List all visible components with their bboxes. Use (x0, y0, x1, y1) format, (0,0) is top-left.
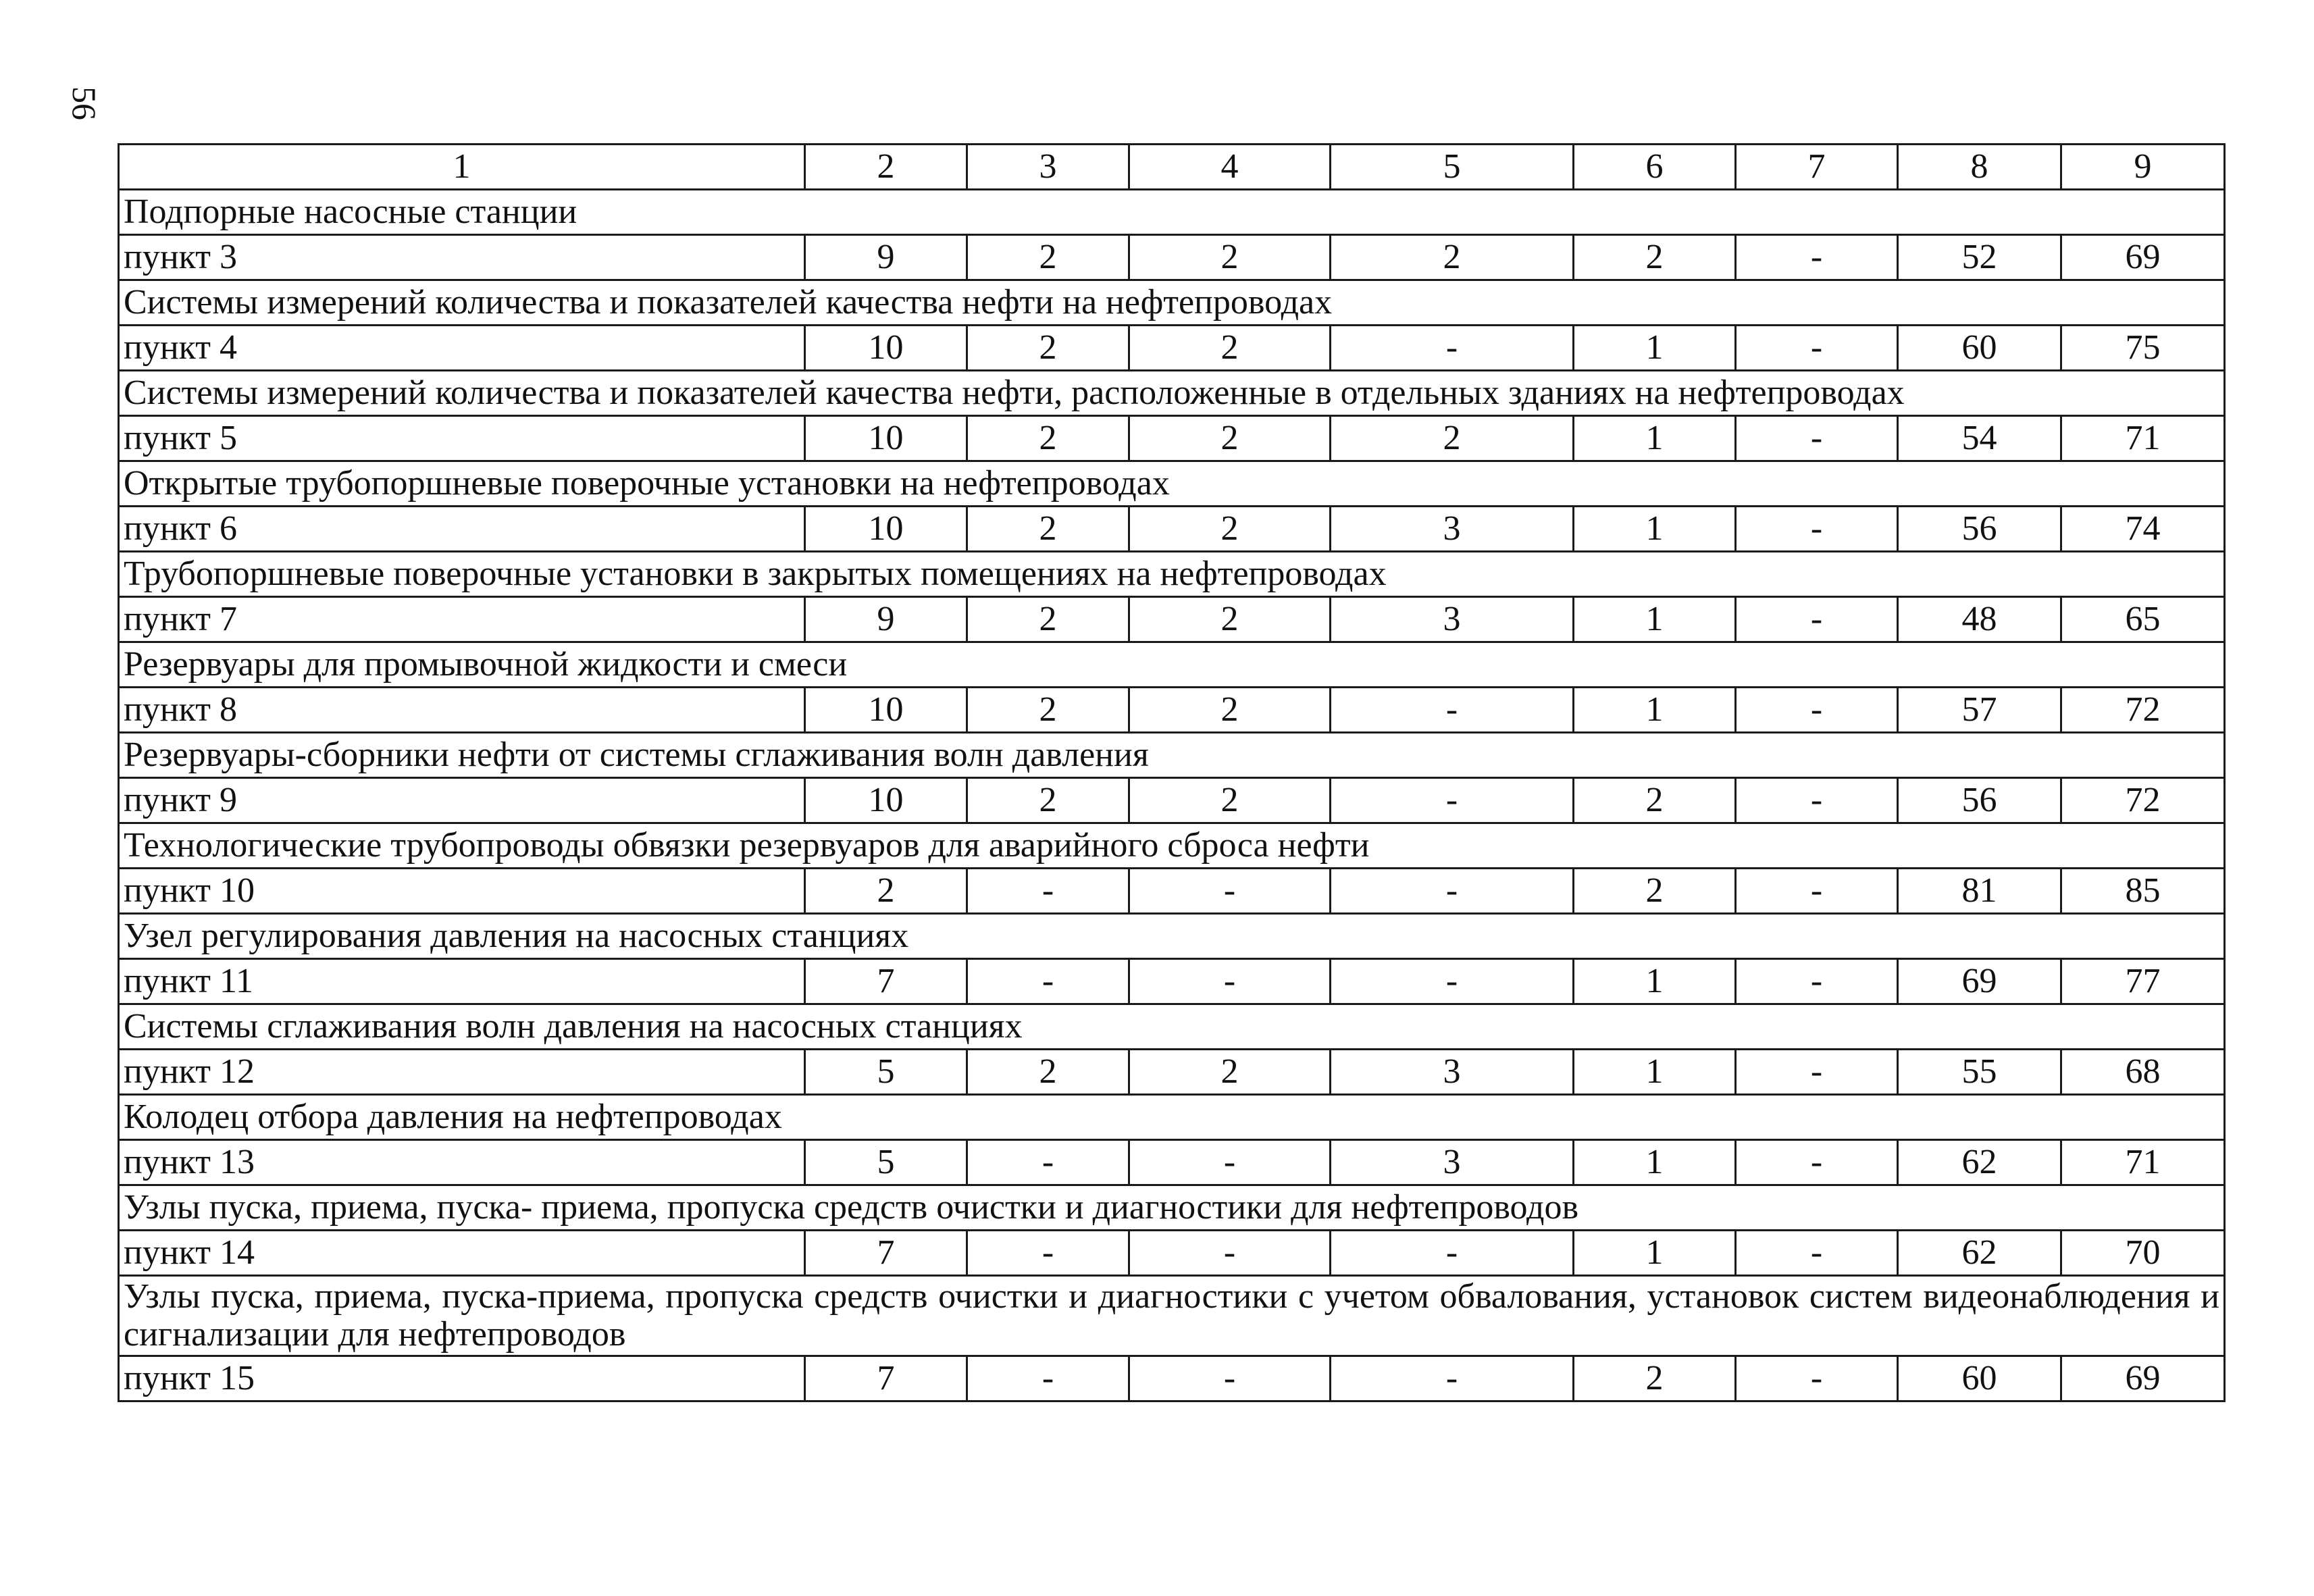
value-cell: 2 (967, 235, 1129, 280)
value-cell: 72 (2061, 778, 2225, 823)
value-cell: - (1736, 688, 1898, 733)
section-title-row (119, 823, 2225, 869)
value-cell: 52 (1898, 235, 2061, 280)
value-cell: 5 (805, 1050, 967, 1095)
section-title-row (119, 1004, 2225, 1050)
data-table (118, 143, 2226, 1402)
section-title-row (119, 280, 2225, 326)
value-cell: - (1331, 688, 1574, 733)
value-cell: 68 (2061, 1050, 2225, 1095)
value-cell: 2 (967, 1050, 1129, 1095)
value-cell: 71 (2061, 416, 2225, 461)
value-cell: - (1736, 507, 1898, 552)
value-cell: - (1129, 1356, 1331, 1401)
value-cell: 2 (805, 869, 967, 914)
section-title-row (119, 371, 2225, 416)
table-row (119, 507, 2225, 552)
value-cell: 3 (1331, 507, 1574, 552)
table-row (119, 778, 2225, 823)
value-cell: 65 (2061, 597, 2225, 642)
section-title-row (119, 733, 2225, 778)
row-label-cell: пункт 7 (119, 597, 805, 642)
value-cell: - (1736, 597, 1898, 642)
row-label-cell: пункт 15 (119, 1356, 805, 1401)
table-row (119, 1140, 2225, 1185)
value-cell: 7 (805, 1231, 967, 1276)
value-cell: - (1129, 1140, 1331, 1185)
section-title: Резервуары-сборники нефти от системы сглаживания волн давления (119, 733, 2225, 778)
value-cell: 1 (1574, 1140, 1736, 1185)
value-cell: 1 (1574, 1231, 1736, 1276)
value-cell: - (1736, 778, 1898, 823)
value-cell: 2 (1129, 778, 1331, 823)
value-cell: 9 (805, 597, 967, 642)
value-cell: 10 (805, 326, 967, 371)
value-cell: - (1736, 1140, 1898, 1185)
value-cell: 1 (1574, 416, 1736, 461)
section-title: Трубопоршневые поверочные установки в закрытых помещениях на нефтепроводах (119, 552, 2225, 597)
value-cell: 48 (1898, 597, 2061, 642)
section-title-row (119, 1185, 2225, 1231)
value-cell: 1 (1574, 688, 1736, 733)
table-row (119, 235, 2225, 280)
header-cell: 3 (967, 145, 1129, 190)
value-cell: 1 (1574, 959, 1736, 1004)
section-title: Колодец отбора давления на нефтепроводах (119, 1095, 2225, 1140)
value-cell: - (1736, 326, 1898, 371)
header-cell: 5 (1331, 145, 1574, 190)
value-cell: 10 (805, 778, 967, 823)
value-cell: 2 (1574, 235, 1736, 280)
table-row (119, 1231, 2225, 1276)
value-cell: - (967, 1140, 1129, 1185)
value-cell: 2 (1129, 235, 1331, 280)
value-cell: 10 (805, 416, 967, 461)
row-label-cell: пункт 3 (119, 235, 805, 280)
value-cell: 56 (1898, 507, 2061, 552)
header-cell: 4 (1129, 145, 1331, 190)
value-cell: - (1736, 1231, 1898, 1276)
value-cell: - (967, 959, 1129, 1004)
value-cell: 2 (967, 326, 1129, 371)
value-cell: 9 (805, 235, 967, 280)
value-cell: - (1331, 869, 1574, 914)
value-cell: - (1129, 869, 1331, 914)
value-cell: 7 (805, 959, 967, 1004)
row-label-cell: пункт 10 (119, 869, 805, 914)
value-cell: - (1129, 1231, 1331, 1276)
value-cell: - (1736, 1356, 1898, 1401)
section-title: Узлы пуска, приема, пуска- приема, пропуска средств очистки и диагностики для нефтепроводов (119, 1185, 2225, 1231)
section-title: Узел регулирования давления на насосных станциях (119, 914, 2225, 959)
section-title-row (119, 1276, 2225, 1356)
value-cell: 2 (1331, 416, 1574, 461)
value-cell: 2 (1331, 235, 1574, 280)
section-title: Узлы пуска, приема, пуска-приема, пропуска средств очистки и диагностики с учетом обвалования, установок систем видеонаблюдения и сигнализации для нефтепроводов (119, 1276, 2225, 1356)
section-title-row (119, 190, 2225, 235)
value-cell: 77 (2061, 959, 2225, 1004)
value-cell: - (1736, 959, 1898, 1004)
value-cell: 1 (1574, 326, 1736, 371)
value-cell: 71 (2061, 1140, 2225, 1185)
value-cell: - (1736, 869, 1898, 914)
value-cell: - (1736, 235, 1898, 280)
value-cell: 60 (1898, 1356, 2061, 1401)
row-label-cell: пункт 8 (119, 688, 805, 733)
value-cell: - (1736, 1050, 1898, 1095)
value-cell: - (1736, 416, 1898, 461)
table-row (119, 326, 2225, 371)
row-label-cell: пункт 13 (119, 1140, 805, 1185)
value-cell: 2 (1129, 688, 1331, 733)
row-label-cell: пункт 5 (119, 416, 805, 461)
table-body (119, 145, 2225, 1401)
section-title-row (119, 461, 2225, 507)
row-label-cell: пункт 11 (119, 959, 805, 1004)
value-cell: 2 (1574, 869, 1736, 914)
value-cell: 74 (2061, 507, 2225, 552)
value-cell: - (1331, 959, 1574, 1004)
value-cell: 1 (1574, 507, 1736, 552)
section-title: Системы измерений количества и показателей качества нефти на нефтепроводах (119, 280, 2225, 326)
value-cell: - (1129, 959, 1331, 1004)
section-title: Подпорные насосные станции (119, 190, 2225, 235)
section-title: Системы сглаживания волн давления на насосных станциях (119, 1004, 2225, 1050)
value-cell: 2 (1129, 507, 1331, 552)
value-cell: 55 (1898, 1050, 2061, 1095)
section-title-row (119, 914, 2225, 959)
row-label-cell: пункт 12 (119, 1050, 805, 1095)
value-cell: - (1331, 1231, 1574, 1276)
table-row (119, 688, 2225, 733)
row-label-cell: пункт 4 (119, 326, 805, 371)
table-row (119, 597, 2225, 642)
value-cell: 70 (2061, 1231, 2225, 1276)
value-cell: 2 (1129, 326, 1331, 371)
value-cell: 3 (1331, 1050, 1574, 1095)
value-cell: 2 (1129, 597, 1331, 642)
section-title-row (119, 642, 2225, 688)
value-cell: 69 (2061, 1356, 2225, 1401)
header-cell: 7 (1736, 145, 1898, 190)
header-cell: 2 (805, 145, 967, 190)
value-cell: - (1331, 778, 1574, 823)
value-cell: 2 (967, 507, 1129, 552)
row-label-cell: пункт 9 (119, 778, 805, 823)
value-cell: 60 (1898, 326, 2061, 371)
header-cell: 8 (1898, 145, 2061, 190)
value-cell: 2 (967, 688, 1129, 733)
value-cell: 85 (2061, 869, 2225, 914)
header-row (119, 145, 2225, 190)
value-cell: 75 (2061, 326, 2225, 371)
value-cell: - (967, 869, 1129, 914)
value-cell: 2 (1129, 416, 1331, 461)
value-cell: - (1331, 1356, 1574, 1401)
value-cell: 2 (967, 597, 1129, 642)
section-title: Резервуары для промывочной жидкости и смеси (119, 642, 2225, 688)
table-row (119, 869, 2225, 914)
header-cell: 1 (119, 145, 805, 190)
value-cell: 56 (1898, 778, 2061, 823)
value-cell: 62 (1898, 1231, 2061, 1276)
table-row (119, 1050, 2225, 1095)
table-row (119, 1356, 2225, 1401)
section-title-row (119, 1095, 2225, 1140)
section-title-row (119, 552, 2225, 597)
table-row (119, 959, 2225, 1004)
value-cell: 54 (1898, 416, 2061, 461)
row-label-cell: пункт 14 (119, 1231, 805, 1276)
value-cell: 3 (1331, 1140, 1574, 1185)
header-cell: 6 (1574, 145, 1736, 190)
value-cell: 10 (805, 507, 967, 552)
value-cell: - (967, 1231, 1129, 1276)
value-cell: 2 (1574, 778, 1736, 823)
value-cell: 72 (2061, 688, 2225, 733)
value-cell: 7 (805, 1356, 967, 1401)
section-title: Технологические трубопроводы обвязки резервуаров для аварийного сброса нефти (119, 823, 2225, 869)
value-cell: 2 (1574, 1356, 1736, 1401)
row-label-cell: пункт 6 (119, 507, 805, 552)
value-cell: 3 (1331, 597, 1574, 642)
header-cell: 9 (2061, 145, 2225, 190)
value-cell: 69 (2061, 235, 2225, 280)
page-number: 56 (66, 86, 103, 120)
value-cell: 1 (1574, 597, 1736, 642)
value-cell: 62 (1898, 1140, 2061, 1185)
value-cell: 57 (1898, 688, 2061, 733)
value-cell: 2 (967, 416, 1129, 461)
section-title: Открытые трубопоршневые поверочные установки на нефтепроводах (119, 461, 2225, 507)
value-cell: 1 (1574, 1050, 1736, 1095)
value-cell: 5 (805, 1140, 967, 1185)
value-cell: - (1331, 326, 1574, 371)
value-cell: 2 (1129, 1050, 1331, 1095)
value-cell: 69 (1898, 959, 2061, 1004)
section-title: Системы измерений количества и показателей качества нефти, расположенные в отдельных зданиях на нефтепроводах (119, 371, 2225, 416)
value-cell: - (967, 1356, 1129, 1401)
value-cell: 10 (805, 688, 967, 733)
value-cell: 2 (967, 778, 1129, 823)
value-cell: 81 (1898, 869, 2061, 914)
table-row (119, 416, 2225, 461)
